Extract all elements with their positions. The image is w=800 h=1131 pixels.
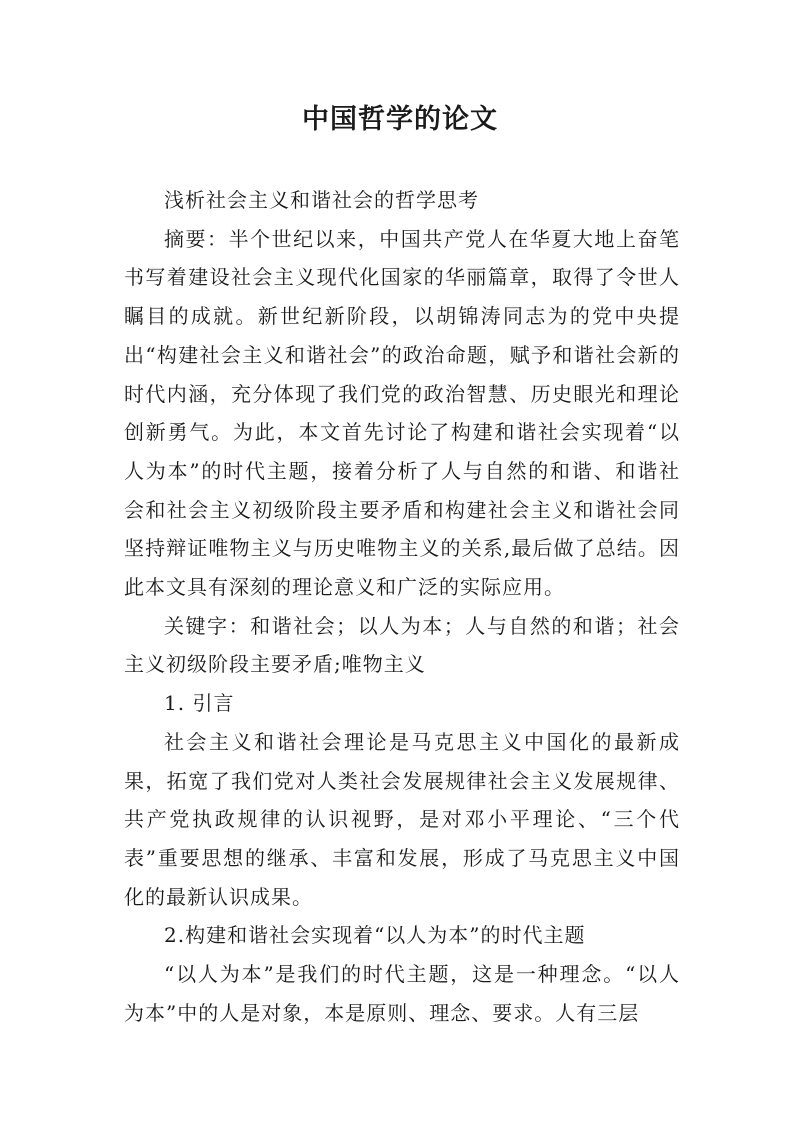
document-body	[124, 181, 680, 1032]
section-heading-introduction: 1. 引言	[164, 691, 235, 716]
introduction-paragraph: 社会主义和谐社会理论是马克思主义中国化的最新成果，拓宽了我们党对人类社会发展规律社会主义发展规律、共产党执政规律的认识视野，是对邓小平理论、“三个代表”重要思想的继承、丰富和发展，形成了马克思主义中国化的最新认识成果。	[124, 729, 680, 909]
keywords-paragraph: 关键字：和谐社会；以人为本；人与自然的和谐；社会主义初级阶段主要矛盾;唯物主义	[124, 613, 680, 677]
paper-subtitle: 浅析社会主义和谐社会的哲学思考	[164, 188, 479, 212]
abstract-paragraph: 摘要：半个世纪以来，中国共产党人在华夏大地上奋笔书写着建设社会主义现代化国家的华丽篇章，取得了令世人瞩目的成就。新世纪新阶段，以胡锦涛同志为的党中央提出“构建社会主义和谐社会”的政治命题，赋予和谐社会新的时代内涵，充分体现了我们党的政治智慧、历史眼光和理论创新勇气。为此，本文首先讨论了构建和谐社会实现着“以人为本”的时代主题，接着分析了人与自然的和谐、和谐社会和社会主义初级阶段主要矛盾和构建社会主义和谐社会同坚持辩证唯物主义与历史唯物主义的关系,最后做了总结。因此本文具有深刻的理论意义和广泛的实际应用。	[124, 226, 680, 600]
document-title: 中国哲学的论文	[302, 104, 498, 135]
section-heading-people-oriented: 2.构建和谐社会实现着“以人为本”的时代主题	[164, 923, 586, 948]
people-oriented-paragraph: “以人为本”是我们的时代主题，这是一种理念。“以人为本”中的人是对象，本是原则、理念、要求。人有三层	[124, 962, 680, 1025]
